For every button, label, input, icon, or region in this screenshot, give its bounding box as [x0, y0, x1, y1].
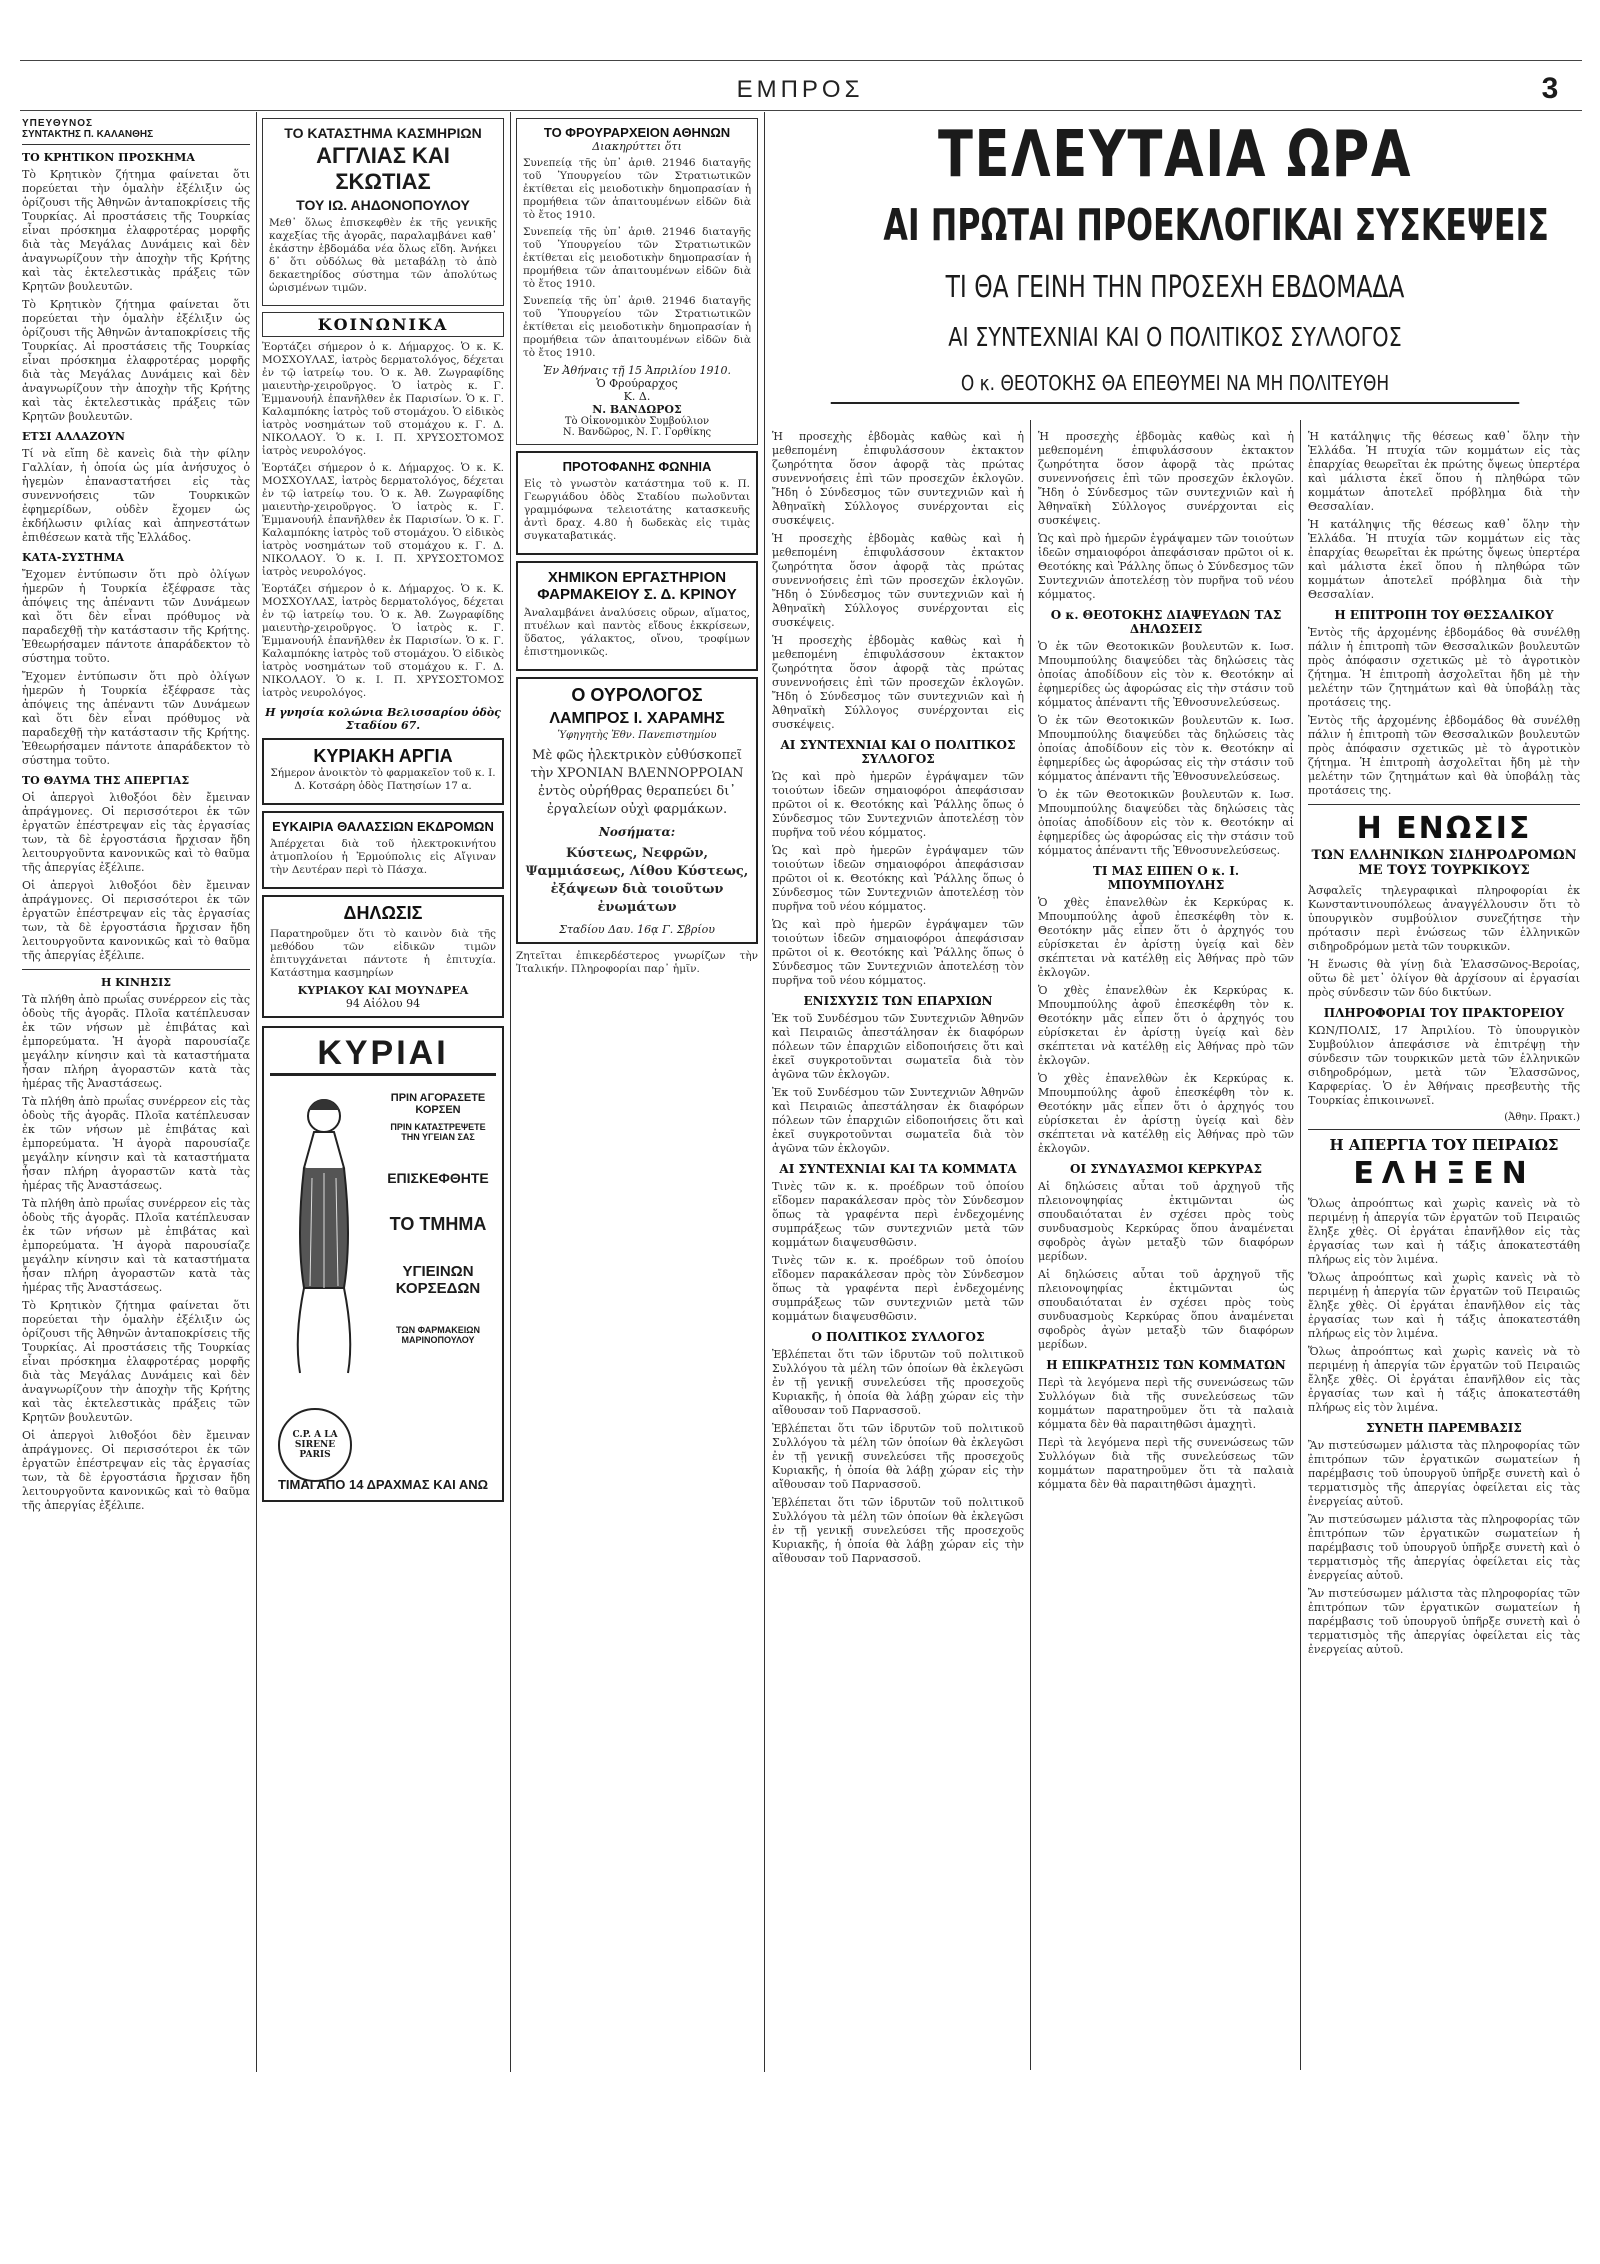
section-text-filler: Τὸ Κρητικὸν ζήτημα φαίνεται ὅτι πορεύεται τὴν ὁμαλὴν ἐξέλιξιν ὡς ὁρίζουσι τῆς Ἀθηνῶν ἀνταποκρίσεις τῆς Τουρκίας. Αἱ προστάσεις τῆς Τουρκίας εἶναι πρόσκημα ἐλαφροτέρας μορφῆς διὰ τὰς Μεγάλας Δυνάμεις καὶ δὲν ἀναγνωρίζουν τὴν ἀποχὴν τῆς Κρήτης καὶ τὰς ἐκτελεστικὰς πράξεις τῶν Κρητῶν βουλευτῶν. — [22, 1299, 250, 1424]
plirofories-title: ΠΛΗΡΟΦΟΡΙΑΙ ΤΟΥ ΠΡΑΚΤΟΡΕΙΟΥ — [1323, 1006, 1565, 1020]
dilosis-address: 94 Αἰόλου 94 — [345, 997, 421, 1010]
apergia-sub: ΕΛΗΞΕΝ — [1353, 1156, 1535, 1191]
enosis-sub1: ΤΩΝ ΕΛΛΗΝΙΚΩΝ ΣΙΔΗΡΟΔΡΟΜΩΝ — [1311, 848, 1577, 863]
section — [772, 994, 1024, 1156]
ourologos-box — [516, 677, 758, 944]
section-text: Ὡς καὶ πρὸ ἡμερῶν ἐγράψαμεν τῶν τοιούτων ἰδεῶν σημαιοφόροι ἀπεφάσισαν πρῶτοι οἱ κ. Θεοτόκης καὶ Ῥάλλης ὅπως ὁ Σύνδεσμος τῶν Συντεχνιῶν ἀποτελέσῃ τὸν πυρῆνα τοῦ νέου κόμματος. — [772, 770, 1024, 839]
divider — [1308, 1129, 1580, 1130]
section — [22, 774, 250, 963]
section-text: Ἐντὸς τῆς ἀρχομένης ἑβδομάδος θὰ συνέλθῃ πάλιν ἡ ἐπιτροπὴ τῶν Θεσσαλικῶν βουλευτῶν πρὸς ἀπόφασιν σχετικῶς μὲ τὸ ἀγροτικὸν ζήτημα. Ἡ ἐπιτροπὴ ἀσχολεῖται ἤδη μὲ τὴν μελέτην τῶν ζητημάτων καὶ θὰ ὑποβάλῃ τὰς προτάσεις της. — [1308, 626, 1580, 709]
ourologos-diseases: Κύστεως, Νεφρῶν, Ψαμμιάσεως, Λίθου Κύστεως, ἐξάψεων διὰ τοιοῦτων ἐνωμάτων — [525, 846, 749, 915]
section-text-filler: Τὸ Κρητικὸν ζήτημα φαίνεται ὅτι πορεύεται τὴν ὁμαλὴν ἐξέλιξιν ὡς ὁρίζουσι τῆς Ἀθηνῶν ἀνταποκρίσεις τῆς Τουρκίας. Αἱ προστάσεις τῆς Τουρκίας εἶναι πρόσκημα ἐλαφροτέρας μορφῆς διὰ τὰς Μεγάλας Δυνάμεις καὶ δὲν ἀναγνωρίζουν τὴν ἀποχὴν τῆς Κρήτης καὶ τὰς ἐκτελεστικὰς πράξεις τῶν Κρητῶν βουλευτῶν. — [22, 298, 250, 423]
column-3 — [516, 118, 758, 980]
column-divider — [1300, 420, 1301, 2070]
ourologos-text: Μὲ φῶς ἠλεκτρικὸν εὐθύσκοπεῖ τὴν ΧΡΟΝΙΑΝ ΒΛΕΝΝΟΡΡΟΙΑΝ ἐντὸς οὐρήθρας θεραπεύει δι᾽ ἐργαλείων οὐχὶ φαρμάκων. — [530, 748, 744, 817]
corset-line3: ΕΠΙΣΚΕΦΘΗΤΕ — [387, 1170, 489, 1186]
fonai-box — [516, 451, 758, 555]
section-text-filler: Ὁ ἐκ τῶν Θεοτοκικῶν βουλευτῶν κ. Ιωσ. Μπουμπούλης διαψεύδει τὰς δηλώσεις τὰς ὁποίας ἀποδίδουν εἰς τὸν κ. Θεοτόκην αἱ ἐφημερίδες ὡς ἀφορώσας εἰς τὴν στάσιν τοῦ κόμματος ἀπέναντι τῆς Ἐθνοσυνελεύσεως. — [1038, 714, 1294, 783]
section — [22, 430, 250, 545]
chimiko-text: Ἀναλαμβάνει ἀναλύσεις οὔρων, αἵματος, πτυέλων καὶ παντὸς εἴδους ἐκκρίσεων, ὕδατος, γάλακτος, οἴνου, τροφίμων ἐπιστημονικῶς. — [524, 607, 750, 658]
section — [772, 738, 1024, 988]
kolonia-notice: Η γνησία κολώνια Βελισσαρίου ὁδὸς Σταδίου 67. — [265, 706, 501, 732]
section-text: Ὁ ἐκ τῶν Θεοτοκικῶν βουλευτῶν κ. Ιωσ. Μπουμπούλης διαψεύδει τὰς δηλώσεις τὰς ὁποίας ἀποδίδουν εἰς τὸν κ. Θεοτόκην αἱ ἐφημερίδες ὡς ἀφορώσας εἰς τὴν στάσιν τοῦ κόμματος ἀπέναντι τῆς Ἐθνοσυνελεύσεως. — [1038, 640, 1294, 709]
ourologos-role: Ὑφηγητὴς Ἐθν. Πανεπιστημίου — [557, 730, 717, 741]
koinonika-title: ΚΟΙΝΩΝΙΚΑ — [262, 312, 504, 337]
enosis-title: Η ΕΝΩΣΙΣ — [1356, 811, 1532, 846]
section-text-filler: Ὡς καὶ πρὸ ἡμερῶν ἐγράψαμεν τῶν τοιούτων ἰδεῶν σημαιοφόροι ἀπεφάσισαν πρῶτοι οἱ κ. Θεοτόκης καὶ Ῥάλλης ὅπως ὁ Σύνδεσμος τῶν Συντεχνιῶν ἀποτελέσῃ τὸν πυρῆνα τοῦ νέου κόμματος. — [772, 844, 1024, 913]
section-title: ΑΙ ΣΥΝΤΕΧΝΙΑΙ ΚΑΙ ΤΑ ΚΟΜΜΑΤΑ — [779, 1162, 1017, 1176]
corset-line1: ΠΡΙΝ ΑΓΟΡΑΣΕΤΕ ΚΟΡΣΕΝ — [390, 1092, 486, 1116]
plirofories-source: (Ἀθην. Πρακτ.) — [1504, 1112, 1580, 1123]
headline-4: ΑΙ ΣΥΝΤΕΧΝΙΑΙ ΚΑΙ Ο ΠΟΛΙΤΙΚΟΣ ΣΥΛΛΟΓΟΣ — [948, 323, 1402, 353]
top-text: Ἡ κατάληψις τῆς θέσεως καθ᾽ ὅλην τὴν Ἑλλάδα. Ἡ πτυχία τῶν κομμάτων εἰς τὰς ἐπαρχίας θεωρεῖται ἐκ πρώτης ὄψεως ὑπερτέρα καὶ μάλιστα ἐκεῖ ὅπου ἡ πληθώρα τῶν κομμάτων ἀποτελεῖ πρόβλημα διὰ τὴν Θεσσαλίαν. — [1308, 430, 1580, 513]
corset-ad — [262, 1026, 504, 1502]
column-2 — [262, 118, 504, 1502]
column-5 — [1038, 430, 1294, 2080]
section-text-filler: Ἐβλέπεται ὅτι τῶν ἱδρυτῶν τοῦ πολιτικοῦ Συλλόγου τὰ μέλη τῶν ὁποίων θὰ ἐκλεγῶσι ἐν τῇ γενικῇ συνελεύσει τῆς προσεχοῦς Κυριακῆς, ἡ ὁποία θὰ λάβῃ χώραν εἰς τὴν αἴθουσαν τοῦ Παρνασσοῦ. — [772, 1422, 1024, 1491]
headline-3: ΤΙ ΘΑ ΓΕΙΝΗ ΤΗΝ ΠΡΟΣΕΧΗ ΕΒΔΟΜΑΔΑ — [945, 270, 1405, 305]
ad-kasmir-text: Μεθ᾽ ὅλως ἐπισκεφθὲν ἐκ τῆς γενικῆς καχεξίας τῆς ἀγορᾶς, παραλαμβάνει καθ᾽ ἑκάστην ἑβδομάδα νέα ὅλως εἴδη. Ἀνήκει δ᾽ ὅτι οὐδόλως θὰ μεταβάλῃ τὸ ἀπὸ δεκαετηρίδος σύστημα τῶν ἀπολύτως ὡρισμένων τιμῶν. — [269, 217, 497, 294]
section-text: Περὶ τὰ λεγόμενα περὶ τῆς συνενώσεως τῶν Συλλόγων διὰ τῆς συνελεύσεως τῶν κομμάτων παρατηροῦμεν ὅτι τὰ παλαιὰ κόμματα δὲν θὰ παραιτηθῶσι ἀμαχητὶ. — [1038, 1376, 1294, 1431]
byline-bottom: ΣΥΝΤΑΚΤΗΣ Π. ΚΑΛΑΝΘΗΣ — [22, 129, 154, 140]
section-title: ΤΟ ΚΡΗΤΙΚΟΝ ΠΡΟΣΚΗΜΑ — [22, 151, 195, 164]
section-text-filler: Περὶ τὰ λεγόμενα περὶ τῆς συνενώσεως τῶν Συλλόγων διὰ τῆς συνελεύσεως τῶν κομμάτων παρατηροῦμεν ὅτι τὰ παλαιὰ κόμματα δὲν θὰ παραιτηθῶσι ἀμαχητὶ. — [1038, 1436, 1294, 1491]
frourarchio-text-filler: Συνεπείᾳ τῆς ὑπ᾽ ἀριθ. 21946 διαταγῆς τοῦ Ὑπουργείου τῶν Στρατιωτικῶν ἐκτίθεται εἰς μειοδοτικὴν δημοπρασίαν ἡ προμήθεια τῶν ἀπαιτουμένων εἰδῶν διὰ τὸ ἔτος 1910. — [523, 295, 751, 359]
section-title: Η ΚΙΝΗΣΙΣ — [100, 976, 172, 989]
section-title: ΤΟ ΘΑΥΜΑ ΤΗΣ ΑΠΕΡΓΙΑΣ — [22, 774, 190, 787]
divider — [22, 969, 250, 970]
column-divider — [764, 112, 765, 2072]
corset-illustration — [274, 1088, 374, 1378]
masthead-rule — [20, 60, 1582, 61]
section-text: Ὁ χθὲς ἐπανελθὼν ἐκ Κερκύρας κ. Μπουμπούλης ἀφοῦ ἐπεσκέφθη τὸν κ. Θεοτόκην μᾶς εἶπεν ὅτι ὁ ἀρχηγός του εὑρίσκεται ἐν ἀρίστῃ ὑγείᾳ καὶ δὲν σκέπτεται νὰ κατέλθῃ εἰς Ἀθήνας πρὸ τῶν ἐκλογῶν. — [1038, 896, 1294, 979]
section-text-filler: Αἱ δηλώσεις αὗται τοῦ ἀρχηγοῦ τῆς πλειονοψηφίας ἐκτιμῶνται ὡς σπουδαιόταται ἐν σχέσει πρὸς τοὺς συνδυασμοὺς Κερκύρας ὅπου ἀναμένεται σφοδρὸς ἀγὼν μεταξὺ τῶν διαφόρων μερίδων. — [1038, 1268, 1294, 1351]
section-title: ΑΙ ΣΥΝΤΕΧΝΙΑΙ ΚΑΙ Ο ΠΟΛΙΤΙΚΟΣ ΣΥΛΛΟΓΟΣ — [780, 738, 1016, 766]
frourarchio-sign1: Ὁ Φρούραρχος — [596, 377, 678, 390]
dilosis-text: Παρατηροῦμεν ὅτι τὸ καινὸν διὰ τῆς μεθόδου τῶν εἰδικῶν τιμῶν ἐπιτυγχάνεται πάντοτε ἡ ἐπιτυχία. Κατάστημα κασμηρίων — [270, 928, 496, 979]
frourarchio-text-filler: Συνεπείᾳ τῆς ὑπ᾽ ἀριθ. 21946 διαταγῆς τοῦ Ὑπουργείου τῶν Στρατιωτικῶν ἐκτίθεται εἰς μειοδοτικὴν δημοπρασίαν ἡ προμήθεια τῶν ἀπαιτουμένων εἰδῶν διὰ τὸ ἔτος 1910. — [523, 226, 751, 290]
ourologos-label: Νοσήματα: — [598, 825, 676, 839]
page-number: 3 — [1541, 72, 1559, 105]
fonai-title: ΠΡΟΤΟΦΑΝΗΣ ΦΩΝΗΙΑ — [562, 459, 712, 474]
section-title: Η ΕΠΙΚΡΑΤΗΣΙΣ ΤΩΝ ΚΟΜΜΑΤΩΝ — [1046, 1358, 1286, 1372]
continuation-text: Ὡς καὶ πρὸ ἡμερῶν ἐγράψαμεν τῶν τοιούτων ἰδεῶν σημαιοφόροι ἀπεφάσισαν πρῶτοι οἱ κ. Θεοτόκης καὶ Ῥάλλης ὅπως ὁ Σύνδεσμος τῶν Συντεχνιῶν ἀποτελέσῃ τὸν πυρῆνα τοῦ νέου κόμματος. — [1038, 532, 1294, 601]
parembasis-text-filler: Ἂν πιστεύσωμεν μάλιστα τὰς πληροφορίας τῶν ἐπιτρόπων τῶν ἐργατικῶν σωματείων ἡ παρέμβασις τοῦ ὑπουργοῦ ὑπῆρξε συνετὴ καὶ ὁ τερματισμὸς τῆς ἀπεργίας ὀφείλεται εἰς τὰς ἐνεργείας αὐτοῦ. — [1308, 1587, 1580, 1656]
chimiko-line2: ΦΑΡΜΑΚΕΙΟΥ Σ. Δ. ΚΡΙΝΟΥ — [537, 586, 737, 603]
top-text-filler: Ἡ κατάληψις τῆς θέσεως καθ᾽ ὅλην τὴν Ἑλλάδα. Ἡ πτυχία τῶν κομμάτων εἰς τὰς ἐπαρχίας θεωρεῖται ἐκ πρώτης ὄψεως ὑπερτέρα καὶ μάλιστα ἐκεῖ ὅπου ἡ πληθώρα τῶν κομμάτων ἀποτελεῖ πρόβλημα διὰ τὴν Θεσσαλίαν. — [1308, 518, 1580, 601]
lead-text-filler: Ἡ προσεχὴς ἑβδομὰς καθὼς καὶ ἡ μεθεπομένη ἐπιφυλάσσουν ἐκτακτον ζωηρότητα ὅσον ἀφορᾷ τὰς πρώτας συνεννοήσεις ἐπὶ τῶν προσεχῶν ἐκλογῶν. Ἤδη ὁ Σύνδεσμος τῶν συντεχνιῶν καὶ ἡ Ἀθηναϊκὴ Σύλλογος συνέρχονται εἰς συσκέψεις. — [772, 634, 1024, 731]
continuation-text: Ἡ προσεχὴς ἑβδομὰς καθὼς καὶ ἡ μεθεπομένη ἐπιφυλάσσουν ἐκτακτον ζωηρότητα ὅσον ἀφορᾷ τὰς πρώτας συνεννοήσεις ἐπὶ τῶν προσεχῶν ἐκλογῶν. Ἤδη ὁ Σύνδεσμος τῶν συντεχνιῶν καὶ ἡ Ἀθηναϊκὴ Σύλλογος συνέρχονται εἰς συσκέψεις. — [1038, 430, 1294, 527]
section-title: Ο κ. ΘΕΟΤΟΚΗΣ ΔΙΑΨΕΥΔΩΝ ΤΑΣ ΔΗΛΩΣΕΙΣ — [1050, 608, 1282, 636]
section-title: ΚΑΤΑ-ΣΥΣΤΗΜΑ — [22, 551, 125, 564]
apergia-text-filler: Ὅλως ἀπροόπτως καὶ χωρὶς κανεὶς νὰ τὸ περιμένῃ ἡ ἀπεργία τῶν ἐργατῶν τοῦ Πειραιῶς ἔληξε χθὲς. Οἱ ἐργάται ἐπανῆλθον εἰς τὰς ἐργασίας των καὶ ἡ τάξις ἀποκατεστάθη πλήρως εἰς τὸν λιμένα. — [1308, 1345, 1580, 1414]
corset-line6: ΤΩΝ ΦΑΡΜΑΚΕΙΩΝ ΜΑΡΙΝΟΠΟΥΛΟΥ — [396, 1325, 480, 1345]
parembasis-block — [1308, 1421, 1580, 1657]
chimiko-box — [516, 561, 758, 671]
section-title: ΟΙ ΣΥΝΔΥΑΣΜΟΙ ΚΕΡΚΥΡΑΣ — [1070, 1162, 1262, 1176]
koinonika-text-filler: Ἐορτάζει σήμερον ὁ κ. Δήμαρχος. Ὁ κ. Κ. ΜΟΣΧΟΥΛΑΣ, ἰατρὸς δερματολόγος, δέχεται ἐν τῷ ἰατρείῳ του. Ὁ κ. Ἀθ. Ζωγραφίδης μαιευτὴρ-χειροῦργος. Ὁ ἰατρὸς κ. Γ. Ἐμμανουήλ ἐπανῆλθεν ἐκ Παρισίων. Ὁ κ. Γ. Καλαμπόκης ἰατρὸς τοῦ στομάχου. Ὁ εἰδικὸς ἰατρὸς νοσημάτων τοῦ στομάχου κ. Γ. Δ. ΝΙΚΟΛΑΟΥ. Ὁ κ. Ι. Π. ΧΡΥΣΟΣΤΟΜΟΣ ἰατρὸς νευρολόγος. — [262, 583, 504, 699]
section-text: Τί νὰ εἴπη δὲ κανεὶς διὰ τὴν φίλην Γαλλίαν, ἡ ὁποία ὡς μία ἀνήσυχος ὁ ἡγεμὼν ἐπαναστατήσει εἰς τὰς συνεννοήσεις τῶν Τουρκικῶν ἐφημερίδων, οὐδὲν ἔχομεν ὡς ἐκδήλωσιν φιλίας καὶ ἀπηνεστάτων ἐπιθέσεων κατὰ τῆς Ἑλλάδος. — [22, 447, 250, 544]
section-text-filler: Ἐβλέπεται ὅτι τῶν ἱδρυτῶν τοῦ πολιτικοῦ Συλλόγου τὰ μέλη τῶν ὁποίων θὰ ἐκλεγῶσι ἐν τῇ γενικῇ συνελεύσει τῆς προσεχοῦς Κυριακῆς, ἡ ὁποία θὰ λάβῃ χώραν εἰς τὴν αἴθουσαν τοῦ Παρνασσοῦ. — [772, 1496, 1024, 1565]
section — [1038, 1162, 1294, 1352]
koinonika-text: Ἐορτάζει σήμερον ὁ κ. Δήμαρχος. Ὁ κ. Κ. ΜΟΣΧΟΥΛΑΣ, ἰατρὸς δερματολόγος, δέχεται ἐν τῷ ἰατρείῳ του. Ὁ κ. Ἀθ. Ζωγραφίδης μαιευτὴρ-χειροῦργος. Ὁ ἰατρὸς κ. Γ. Ἐμμανουήλ ἐπανῆλθεν ἐκ Παρισίων. Ὁ κ. Γ. Καλαμπόκης ἰατρὸς τοῦ στομάχου. Ὁ εἰδικὸς ἰατρὸς νοσημάτων τοῦ στομάχου κ. Γ. Δ. ΝΙΚΟΛΑΟΥ. Ὁ κ. Ι. Π. ΧΡΥΣΟΣΤΟΜΟΣ ἰατρὸς νευρολόγος. — [262, 341, 504, 457]
eykairia-box — [262, 811, 504, 889]
ad-kasmir — [262, 118, 504, 306]
frourarchio-title: ΤΟ ΦΡΟΥΡΑΡΧΕΙΟΝ ΑΘΗΝΩΝ — [543, 125, 731, 140]
divider — [1308, 804, 1580, 805]
masthead-bottom-rule — [20, 110, 1582, 111]
corset-brand: C.P. A LA SIRENE PARIS — [292, 1430, 338, 1460]
section — [772, 1162, 1024, 1324]
section-text: Αἱ δηλώσεις αὗται τοῦ ἀρχηγοῦ τῆς πλειονοψηφίας ἐκτιμῶνται ὡς σπουδαιόταται ἐν σχέσει πρὸς τοὺς συνδυασμοὺς Κερκύρας ὅπου ἀναμένεται σφοδρὸς ἀγὼν μεταξὺ τῶν διαφόρων μερίδων. — [1038, 1180, 1294, 1263]
fonai-text: Εἰς τὸ γνωστὸν κατάστημα τοῦ κ. Π. Γεωργιάδου ὁδὸς Σταδίου πωλοῦνται γραμμόφωνα τελειοτάτης κατασκευῆς ἀντὶ δραχ. 4.80 ἡ δωδεκὰς εἰς τιμὰς συγκαταβατικάς. — [524, 478, 750, 542]
section-text: Οἱ ἀπεργοὶ λιθοξόοι δὲν ἔμειναν ἀπράγμονες. Οἱ περισσότεροι ἐκ τῶν ἐργατῶν ἐπέστρεψαν εἰς τὰς ἐργασίας των, τὰ δὲ ἐργοστάσια ἤρχισαν ἤδη λειτουργοῦντα κανονικῶς καὶ τὸ θαῦμα τῆς ἀπεργίας ἐξέλιπε. — [22, 791, 250, 874]
section-text: Τὸ Κρητικὸν ζήτημα φαίνεται ὅτι πορεύεται τὴν ὁμαλὴν ἐξέλιξιν ὡς ὁρίζουσι τῆς Ἀθηνῶν ἀνταποκρίσεις τῆς Τουρκίας. Αἱ προστάσεις τῆς Τουρκίας εἶναι πρόσκημα ἐλαφροτέρας μορφῆς διὰ τὰς Μεγάλας Δυνάμεις καὶ δὲν ἀναγνωρίζουν τὴν ἀποχὴν τῆς Κρήτης καὶ τὰς ἐκτελεστικὰς πράξεις τῶν Κρητῶν βουλευτῶν. — [22, 168, 250, 293]
ad-kasmir-line1: ΤΟ ΚΑΤΑΣΤΗΜΑ ΚΑΣΜΗΡΙΩΝ — [284, 125, 482, 141]
section-text-filler: Οἱ ἀπεργοὶ λιθοξόοι δὲν ἔμειναν ἀπράγμονες. Οἱ περισσότεροι ἐκ τῶν ἐργατῶν ἐπέστρεψαν εἰς τὰς ἐργασίας των, τὰ δὲ ἐργοστάσια ἤρχισαν ἤδη λειτουργοῦντα κανονικῶς καὶ τὸ θαῦμα τῆς ἀπεργίας ἐξέλιπε. — [22, 879, 250, 962]
section-text: Τινὲς τῶν κ. κ. προέδρων τοῦ ὁποίου εἴδομεν παρακάλεσαν πρὸς τὸν Σύνδεσμον ὅπως τὰ γραφέντα περὶ ἐνδεχομένης συμπράξεως τῶν συντεχνιῶν μετὰ τῶν κομμάτων διαψευσθῶσιν. — [772, 1180, 1024, 1249]
section-title: ΕΝΙΣΧΥΣΙΣ ΤΩΝ ΕΠΑΡΧΙΩΝ — [803, 994, 993, 1008]
section — [1038, 608, 1294, 858]
column-divider — [256, 112, 257, 2072]
eykairia-title: ΕΥΚΑΙΡΙΑ ΘΑΛΑΣΣΙΩΝ ΕΚΔΡΟΜΩΝ — [272, 819, 494, 834]
lead-text-filler: Ἡ προσεχὴς ἑβδομὰς καθὼς καὶ ἡ μεθεπομένη ἐπιφυλάσσουν ἐκτακτον ζωηρότητα ὅσον ἀφορᾷ τὰς πρώτας συνεννοήσεις ἐπὶ τῶν προσεχῶν ἐκλογῶν. Ἤδη ὁ Σύνδεσμος τῶν συντεχνιῶν καὶ ἡ Ἀθηναϊκὴ Σύλλογος συνέρχονται εἰς συσκέψεις. — [772, 532, 1024, 629]
frourarchio-sign4: Τὸ Οἰκονομικὸν Συμβούλιον — [564, 416, 710, 427]
koinonika-text-filler: Ἐορτάζει σήμερον ὁ κ. Δήμαρχος. Ὁ κ. Κ. ΜΟΣΧΟΥΛΑΣ, ἰατρὸς δερματολόγος, δέχεται ἐν τῷ ἰατρείῳ του. Ὁ κ. Ἀθ. Ζωγραφίδης μαιευτὴρ-χειροῦργος. Ὁ ἰατρὸς κ. Γ. Ἐμμανουήλ ἐπανῆλθεν ἐκ Παρισίων. Ὁ κ. Γ. Καλαμπόκης ἰατρὸς τοῦ στομάχου. Ὁ εἰδικὸς ἰατρὸς νοσημάτων τοῦ στομάχου κ. Γ. Δ. ΝΙΚΟΛΑΟΥ. Ὁ κ. Ι. Π. ΧΡΥΣΟΣΤΟΜΟΣ ἰατρὸς νευρολόγος. — [262, 462, 504, 578]
corset-line7: ΤΙΜΑΙ ΑΠΟ 14 ΔΡΑΧΜΑΣ ΚΑΙ ΑΝΩ — [277, 1477, 489, 1492]
section-text-filler: Τὰ πλήθη ἀπὸ πρωΐας συνέρρεον εἰς τὰς ὁδοὺς τῆς ἀγορᾶς. Πλοῖα κατέπλευσαν ἐκ τῶν νήσων μὲ ἐπιβάτας καὶ ἐμπορεύματα. Ἡ ἀγορὰ παρουσίαζε μεγάλην κίνησιν καὶ τὰ καταστήματα ἦσαν πλήρη ἀγοραστῶν κατὰ τὰς ἡμέρας τῆς Ἀναστάσεως. — [22, 1197, 250, 1294]
section-text-filler: Ἐντὸς τῆς ἀρχομένης ἑβδομάδος θὰ συνέλθῃ πάλιν ἡ ἐπιτροπὴ τῶν Θεσσαλικῶν βουλευτῶν πρὸς ἀπόφασιν σχετικῶς μὲ τὸ ἀγροτικὸν ζήτημα. Ἡ ἐπιτροπὴ ἀσχολεῖται ἤδη μὲ τὴν μελέτην τῶν ζητημάτων καὶ θὰ ὑποβάλῃ τὰς προτάσεις της. — [1308, 714, 1580, 797]
apergia-title: Η ΑΠΕΡΓΙΑ ΤΟΥ ΠΕΙΡΑΙΩΣ — [1329, 1136, 1559, 1154]
section-text: Ἔχομεν ἐντύπωσιν ὅτι πρὸ ὀλίγων ἡμερῶν ἡ Τουρκία ἐξέφρασε τὰς ἀπόψεις της ἀπέναντι τῶν Δυνάμεων καὶ ὅτι δὲν εἶναι πρόθυμος νὰ παραδεχθῇ τὴν κατάστασιν τῆς Κρήτης. Ἐθεωρήσαμεν πάντοτε ἀπαράδεκτον τὸ σύστημα τοῦτο. — [22, 568, 250, 665]
apergia-text-filler: Ὅλως ἀπροόπτως καὶ χωρὶς κανεὶς νὰ τὸ περιμένῃ ἡ ἀπεργία τῶν ἐργατῶν τοῦ Πειραιῶς ἔληξε χθὲς. Οἱ ἐργάται ἐπανῆλθον εἰς τὰς ἐργασίας των καὶ ἡ τάξις ἀποκατεστάθη πλήρως εἰς τὸν λιμένα. — [1308, 1271, 1580, 1340]
column-1 — [22, 118, 250, 1517]
column-6 — [1308, 430, 1580, 2080]
section-text-filler: Ἔχομεν ἐντύπωσιν ὅτι πρὸ ὀλίγων ἡμερῶν ἡ Τουρκία ἐξέφρασε τὰς ἀπόψεις της ἀπέναντι τῶν Δυνάμεων καὶ ὅτι δὲν εἶναι πρόθυμος νὰ παραδεχθῇ τὴν κατάστασιν τῆς Κρήτης. Ἐθεωρήσαμεν πάντοτε ἀπαράδεκτον τὸ σύστημα τοῦτο. — [22, 670, 250, 767]
plirofories-block — [1308, 1006, 1580, 1123]
ad-kasmir-line3: ΤΟΥ ΙΩ. ΑΗΔΟΝΟΠΟΥΛΟΥ — [296, 197, 470, 213]
frourarchio-sign5: Ν. Βανδῶρος, Ν. Γ. Γορθίκης — [562, 427, 712, 438]
section-title: Η ΕΠΙΤΡΟΠΗ ΤΟΥ ΘΕΣΣΑΛΙΚΟΥ — [1334, 608, 1554, 622]
section-text: Ἐβλέπεται ὅτι τῶν ἱδρυτῶν τοῦ πολιτικοῦ Συλλόγου τὰ μέλη τῶν ὁποίων θὰ ἐκλεγῶσι ἐν τῇ γενικῇ συνελεύσει τῆς προσεχοῦς Κυριακῆς, ἡ ὁποία θὰ λάβῃ χώραν εἰς τὴν αἴθουσαν τοῦ Παρνασσοῦ. — [772, 1348, 1024, 1417]
frourarchio-date: Ἐν Ἀθήναις τῇ 15 Ἀπριλίου 1910. — [542, 364, 731, 377]
section-title: ΕΤΣΙ ΑΛΛΑΖΟΥΝ — [22, 430, 125, 443]
section-text-filler: Τινὲς τῶν κ. κ. προέδρων τοῦ ὁποίου εἴδομεν παρακάλεσαν πρὸς τὸν Σύνδεσμον ὅπως τὰ γραφέντα περὶ ἐνδεχομένης συμπράξεως τῶν συντεχνιῶν μετὰ τῶν κομμάτων διαψευσθῶσιν. — [772, 1254, 1024, 1323]
dilosis-signature: ΚΥΡΙΑΚΟΥ ΚΑΙ ΜΟΥΝΔΡΕΑ — [297, 984, 469, 997]
frourarchio-sign3: Ν. ΒΑΝΔΩΡΟΣ — [592, 403, 682, 416]
headline-5: Ο κ. ΘΕΟΤΟΚΗΣ ΘΑ ΕΠΕΘΥΜΕΙ ΝΑ ΜΗ ΠΟΛΙΤΕΥΘΗ — [831, 368, 1520, 404]
apergia-text: Ὅλως ἀπροόπτως καὶ χωρὶς κανεὶς νὰ τὸ περιμένῃ ἡ ἀπεργία τῶν ἐργατῶν τοῦ Πειραιῶς ἔληξε χθὲς. Οἱ ἐργάται ἐπανῆλθον εἰς τὰς ἐργασίας των καὶ ἡ τάξις ἀποκατεστάθη πλήρως εἰς τὸν λιμένα. — [1308, 1197, 1580, 1266]
corset-line2: ΠΡΙΝ ΚΑΤΑΣΤΡΕΨΕΤΕ ΤΗΝ ΥΓΕΙΑΝ ΣΑΣ — [390, 1122, 486, 1142]
parembasis-text: Ἂν πιστεύσωμεν μάλιστα τὰς πληροφορίας τῶν ἐπιτρόπων τῶν ἐργατικῶν σωματείων ἡ παρέμβασις τοῦ ὑπουργοῦ ὑπῆρξε συνετὴ καὶ ὁ τερματισμὸς τῆς ἀπεργίας ὀφείλεται εἰς τὰς ἐνεργείας αὐτοῦ. — [1308, 1439, 1580, 1508]
corset-line5: ΥΓΙΕΙΝΩΝ ΚΟΡΣΕΔΩΝ — [395, 1263, 481, 1297]
enosis-sub2: ΜΕ ΤΟΥΣ ΤΟΥΡΚΙΚΟΥΣ — [1358, 863, 1530, 878]
section — [1038, 864, 1294, 1156]
parembasis-title: ΣΥΝΕΤΗ ΠΑΡΕΜΒΑΣΙΣ — [1366, 1421, 1522, 1435]
frourarchio-sign2: Κ. Δ. — [623, 390, 651, 403]
ourologos-title: Ο ΟΥΡΟΛΟΓΟΣ — [571, 685, 703, 705]
section-text-filler: Ἐκ τοῦ Συνδέσμου τῶν Συντεχνιῶν Ἀθηνῶν καὶ Πειραιῶς ἀπεστάλησαν ἐκ διαφόρων πόλεων τῶν ἐπαρχιῶν εἰδοποιήσεις ὅτι καὶ ἐκεῖ συγκροτοῦνται σωματεῖα διὰ τὸν ἀγῶνα τῶν ἐκλογῶν. — [772, 1086, 1024, 1155]
headline-2: ΑΙ ΠΡΩΤΑΙ ΠΡΟΕΚΛΟΓΙΚΑΙ ΣΥΣΚΕΨΕΙΣ — [883, 200, 1549, 251]
section-title: ΤΙ ΜΑΣ ΕΙΠΕΝ Ο κ. Ι. ΜΠΟΥΜΠΟΥΛΗΣ — [1092, 864, 1240, 892]
section — [772, 1330, 1024, 1566]
section-text-filler: Οἱ ἀπεργοὶ λιθοξόοι δὲν ἔμειναν ἀπράγμονες. Οἱ περισσότεροι ἐκ τῶν ἐργατῶν ἐπέστρεψαν εἰς τὰς ἐργασίας των, τὰ δὲ ἐργοστάσια ἤρχισαν ἤδη λειτουργοῦντα κανονικῶς καὶ τὸ θαῦμα τῆς ἀπεργίας ἐξέλιπε. — [22, 1429, 250, 1512]
section-text-filler: Ὁ χθὲς ἐπανελθὼν ἐκ Κερκύρας κ. Μπουμπούλης ἀφοῦ ἐπεσκέφθη τὸν κ. Θεοτόκην μᾶς εἶπεν ὅτι ὁ ἀρχηγός του εὑρίσκεται ἐν ἀρίστῃ ὑγείᾳ καὶ δὲν σκέπτεται νὰ κατέλθῃ εἰς Ἀθήνας πρὸ τῶν ἐκλογῶν. — [1038, 984, 1294, 1067]
editor-byline — [22, 118, 250, 145]
corset-brand-badge — [278, 1408, 352, 1482]
section-text: Ἐκ τοῦ Συνδέσμου τῶν Συντεχνιῶν Ἀθηνῶν καὶ Πειραιῶς ἀπεστάλησαν ἐκ διαφόρων πόλεων τῶν ἐπαρχιῶν εἰδοποιήσεις ὅτι καὶ ἐκεῖ συγκροτοῦνται σωματεῖα διὰ τὸν ἀγῶνα τῶν ἐκλογῶν. — [772, 1012, 1024, 1081]
enosis-block — [1308, 811, 1580, 1000]
ourologos-name: ΛΑΜΠΡΟΣ Ι. ΧΑΡΑΜΗΣ — [549, 710, 725, 727]
headline-block — [770, 118, 1580, 404]
column-divider — [510, 112, 511, 2072]
column-4 — [772, 430, 1024, 2080]
section-title: Ο ΠΟΛΙΤΙΚΟΣ ΣΥΛΛΟΓΟΣ — [811, 1330, 985, 1344]
plirofories-text: ΚΩΝ/ΠΟΛΙΣ, 17 Ἀπριλίου. Τὸ ὑπουργικὸν Συμβούλιον ἀπεφάσισε νὰ ἐπιτρέψῃ τὴν σύνδεσιν τῶν τουρκικῶν μετὰ τῶν ἑλληνικῶν σιδηροδρόμων, μετὰ τῶν Ἐλασσῶνος, Καρφερίας. Ὁ ἐν Ἀθήναις πρεσβευτὴς τῆς Τουρκίας ἐπικοινωνεῖ. — [1308, 1024, 1580, 1107]
section-text: Τὰ πλήθη ἀπὸ πρωΐας συνέρρεον εἰς τὰς ὁδοὺς τῆς ἀγορᾶς. Πλοῖα κατέπλευσαν ἐκ τῶν νήσων μὲ ἐπιβάτας καὶ ἐμπορεύματα. Ἡ ἀγορὰ παρουσίαζε μεγάλην κίνησιν καὶ τὰ καταστήματα ἦσαν πλήρη ἀγοραστῶν κατὰ τὰς ἡμέρας τῆς Ἀναστάσεως. — [22, 993, 250, 1090]
kyriaki-title: ΚΥΡΙΑΚΗ ΑΡΓΙΑ — [313, 746, 453, 766]
enosis-text2: Ἡ ἕνωσις θὰ γίνῃ διὰ Ἐλασσῶνος-Βεροίας, οὕτω δὲ μετ᾽ ὀλίγον θὰ ἀρχίσουν αἱ ἐργασίαι πρὸς σύνδεσιν τῶν δύο δικτύων. — [1308, 958, 1580, 999]
headline-1: ΤΕΛΕΥΤΑΙΑ ΩΡΑ — [937, 118, 1413, 192]
section-text-filler: Ὁ χθὲς ἐπανελθὼν ἐκ Κερκύρας κ. Μπουμπούλης ἀφοῦ ἐπεσκέφθη τὸν κ. Θεοτόκην μᾶς εἶπεν ὅτι ὁ ἀρχηγός του εὑρίσκεται ἐν ἀρίστῃ ὑγείᾳ καὶ δὲν σκέπτεται νὰ κατέλθῃ εἰς Ἀθήνας πρὸ τῶν ἐκλογῶν. — [1038, 1072, 1294, 1155]
masthead-name: ΕΜΠΡΟΣ — [736, 76, 864, 103]
section — [22, 976, 250, 1513]
apergia-block — [1308, 1136, 1580, 1415]
section-text-filler: Ὁ ἐκ τῶν Θεοτοκικῶν βουλευτῶν κ. Ιωσ. Μπουμπούλης διαψεύδει τὰς δηλώσεις τὰς ὁποίας ἀποδίδουν εἰς τὸν κ. Θεοτόκην αἱ ἐφημερίδες ὡς ἀφορώσας εἰς τὴν στάσιν τοῦ κόμματος ἀπέναντι τῆς Ἐθνοσυνελεύσεως. — [1038, 788, 1294, 857]
ourologos-address: Σταδίου Δαυ. 16ᾳ Γ. Σβρίου — [559, 923, 715, 936]
column-divider — [1030, 420, 1031, 2070]
section — [1038, 1358, 1294, 1492]
section-text-filler: Τὰ πλήθη ἀπὸ πρωΐας συνέρρεον εἰς τὰς ὁδοὺς τῆς ἀγορᾶς. Πλοῖα κατέπλευσαν ἐκ τῶν νήσων μὲ ἐπιβάτας καὶ ἐμπορεύματα. Ἡ ἀγορὰ παρουσίαζε μεγάλην κίνησιν καὶ τὰ καταστήματα ἦσαν πλήρη ἀγοραστῶν κατὰ τὰς ἡμέρας τῆς Ἀναστάσεως. — [22, 1095, 250, 1192]
frourarchio-subtitle: Διακηρύττει ὅτι — [592, 140, 682, 153]
kyriaki-box — [262, 738, 504, 805]
section — [1308, 608, 1580, 798]
parembasis-text-filler: Ἂν πιστεύσωμεν μάλιστα τὰς πληροφορίας τῶν ἐπιτρόπων τῶν ἐργατικῶν σωματείων ἡ παρέμβασις τοῦ ὑπουργοῦ ὑπῆρξε συνετὴ καὶ ὁ τερματισμὸς τῆς ἀπεργίας ὀφείλεται εἰς τὰς ἐνεργείας αὐτοῦ. — [1308, 1513, 1580, 1582]
kyriaki-text: Σήμερον ἀνοικτὸν τὸ φαρμακεῖον τοῦ κ. Ι. Δ. Κοτσάρη ὁδὸς Πατησίων 17 α. — [270, 767, 496, 792]
chimiko-line1: ΧΗΜΙΚΟΝ ΕΡΓΑΣΤΗΡΙΟΝ — [547, 569, 727, 586]
corset-title: ΚΥΡΙΑΙ — [270, 1034, 496, 1076]
section-text-filler: Ὡς καὶ πρὸ ἡμερῶν ἐγράψαμεν τῶν τοιούτων ἰδεῶν σημαιοφόροι ἀπεφάσισαν πρῶτοι οἱ κ. Θεοτόκης καὶ Ῥάλλης ὅπως ὁ Σύνδεσμος τῶν Συντεχνιῶν ἀποτελέσῃ τὸν πυρῆνα τοῦ νέου κόμματος. — [772, 918, 1024, 987]
lead-text: Ἡ προσεχὴς ἑβδομὰς καθὼς καὶ ἡ μεθεπομένη ἐπιφυλάσσουν ἐκτακτον ζωηρότητα ὅσον ἀφορᾷ τὰς πρώτας συνεννοήσεις ἐπὶ τῶν προσεχῶν ἐκλογῶν. Ἤδη ὁ Σύνδεσμος τῶν συντεχνιῶν καὶ ἡ Ἀθηναϊκὴ Σύλλογος συνέρχονται εἰς συσκέψεις. — [772, 430, 1024, 527]
corset-line4: ΤΟ ΤΜΗΜΑ — [389, 1214, 487, 1234]
byline-top: ΥΠΕΥΘΥΝΟΣ — [22, 118, 94, 129]
section — [22, 551, 250, 768]
frourarchio-notice — [516, 118, 758, 445]
dilosis-box — [262, 895, 504, 1018]
enosis-text: Ἀσφαλεῖς τηλεγραφικαὶ πληροφορίαι ἐκ Κωνσταντινουπόλεως ἀναγγέλλουσιν ὅτι τὸ ὑπουργικὸν συμβούλιον συνεζήτησε τὴν πρότασιν περὶ ἑνώσεως τῶν ἑλληνικῶν σιδηροδρόμων μετὰ τῶν τουρκικῶν. — [1308, 884, 1580, 953]
section — [22, 151, 250, 424]
ad-kasmir-line2: ΑΓΓΛΙΑΣ ΚΑΙ ΣΚΩΤΙΑΣ — [316, 143, 450, 194]
frourarchio-text: Συνεπείᾳ τῆς ὑπ᾽ ἀριθ. 21946 διαταγῆς τοῦ Ὑπουργείου τῶν Στρατιωτικῶν ἐκτίθεται εἰς μειοδοτικὴν δημοπρασίαν ἡ προμήθεια τῶν ἀπαιτουμένων εἰδῶν διὰ τὸ ἔτος 1910. — [523, 157, 751, 221]
eykairia-text: Ἀπέρχεται διὰ τοῦ ἠλεκτροκινήτου ἀτμοπλοίου ἡ Ἐρμούπολις εἰς Αἴγιναν τὴν Δευτέραν περὶ τὸ Πάσχα. — [270, 838, 496, 876]
dilosis-title: ΔΗΛΩΣΙΣ — [343, 903, 423, 923]
ourologos-footer: Ζητεῖται ἐπικερδέστερος γνωρίζων τὴν Ἰταλικήν. Πληροφορίαι παρ᾽ ἡμῖν. — [516, 950, 758, 975]
corset-text-block — [382, 1092, 494, 1345]
